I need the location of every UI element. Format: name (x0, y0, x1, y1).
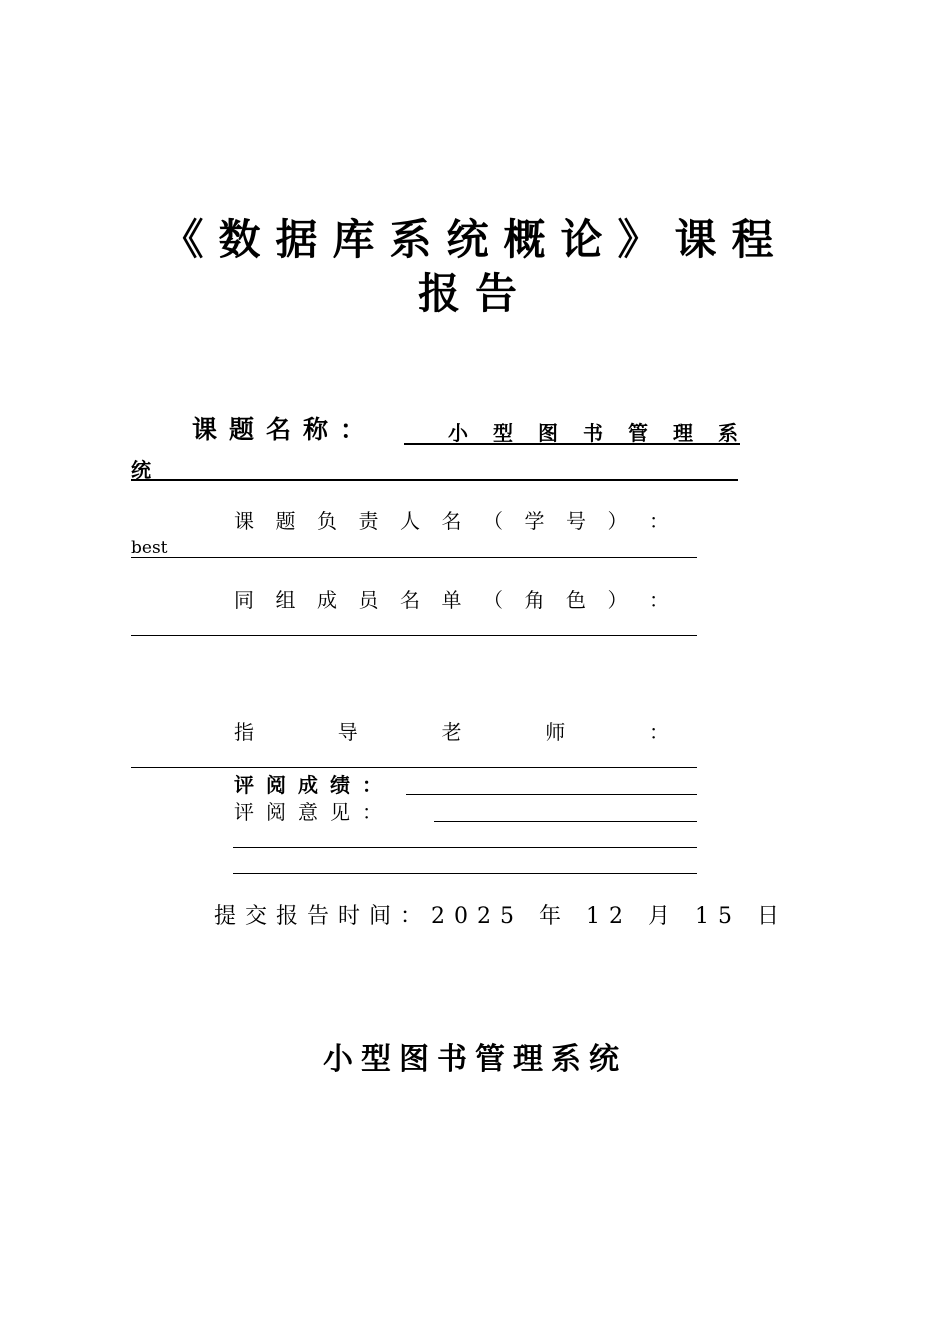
system-subtitle: 小型图书管理系统 (323, 1042, 627, 1077)
members-label (234, 587, 669, 613)
label-char: 负 (317, 509, 337, 533)
label-char: （ (483, 588, 503, 612)
label-char: 课 (234, 509, 254, 533)
label-char: 色 (566, 588, 586, 612)
label-char: ） (607, 588, 628, 612)
label-char: ： (649, 509, 669, 533)
label-char: 角 (524, 588, 545, 612)
leader-value: best (131, 538, 168, 558)
topic-value-part-2: 统 (131, 458, 151, 482)
label-char: 名 (400, 588, 420, 612)
label-char: ） (607, 509, 628, 533)
label-char: 导 (337, 720, 358, 744)
label-char: 指 (234, 720, 254, 744)
advisor-underline (131, 767, 697, 768)
report-title-line-1: 《数据库系统概论》课程 (161, 215, 789, 264)
label-char: 师 (545, 720, 566, 744)
grade-label: 评阅成绩： (234, 773, 394, 797)
opinion-underline-3 (233, 873, 697, 874)
label-char: 责 (358, 509, 379, 533)
opinion-label: 评阅意见： (234, 800, 394, 824)
opinion-underline-2 (233, 847, 697, 848)
label-char: ： (649, 720, 669, 744)
submit-date: 提交报告时间：2025 年 12 月 15 日 (214, 904, 788, 929)
label-char: （ (483, 509, 503, 533)
grade-underline (406, 794, 697, 795)
leader-label-text (234, 508, 669, 534)
leader-label (234, 508, 669, 534)
label-char: 组 (275, 588, 296, 612)
leader-underline (131, 557, 697, 558)
report-title-line-2: 报告 (417, 269, 532, 318)
label-char: 名 (441, 509, 462, 533)
advisor-label-text (234, 719, 669, 745)
topic-underline-1 (404, 443, 740, 445)
topic-value-part-1: 小型图书管理系 (448, 421, 763, 445)
label-char: 学 (524, 509, 545, 533)
advisor-label (234, 719, 669, 745)
opinion-underline-1 (434, 821, 697, 822)
label-char: 同 (234, 588, 254, 612)
label-char: 老 (441, 720, 462, 744)
topic-underline-2 (131, 479, 738, 481)
members-label-text (234, 587, 669, 613)
label-char: 成 (317, 588, 337, 612)
label-char: 单 (441, 588, 462, 612)
label-char: 题 (275, 509, 296, 533)
members-underline (131, 635, 697, 636)
label-char: 员 (358, 588, 379, 612)
label-char: 人 (400, 509, 420, 533)
topic-label: 课题名称： (192, 415, 378, 444)
label-char: ： (649, 588, 669, 612)
label-char: 号 (566, 509, 586, 533)
